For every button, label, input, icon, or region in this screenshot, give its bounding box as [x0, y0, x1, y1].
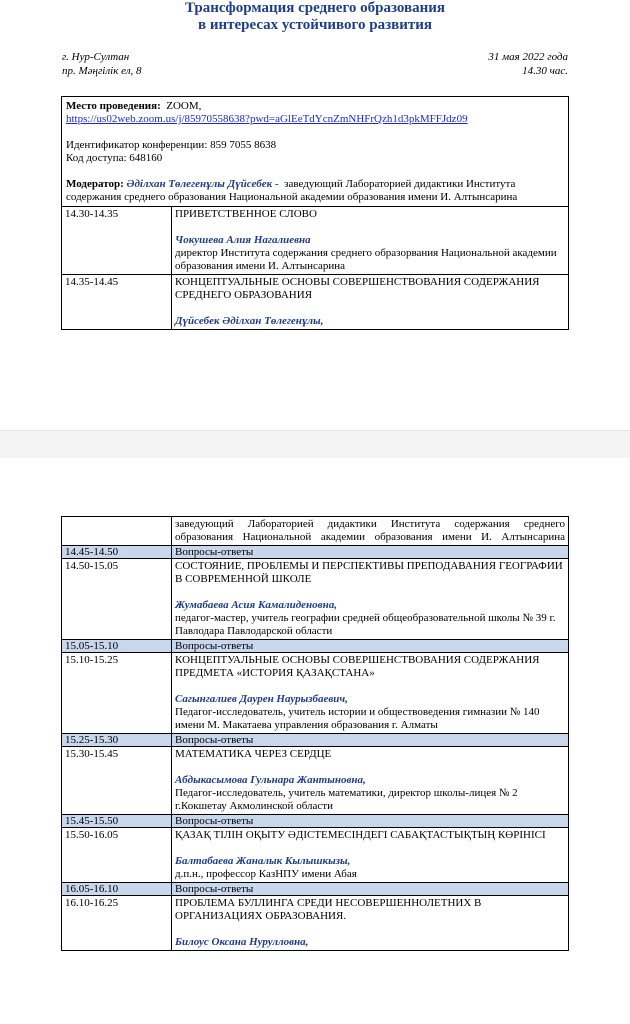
conference-id: Идентификатор конференции: 859 7055 8638 — [66, 139, 277, 151]
title-line-2: в интересах устойчивого развития — [198, 17, 432, 33]
row-content — [172, 828, 569, 883]
info-row — [62, 97, 569, 207]
address: пр. Мәңгілік ел, 8 — [62, 65, 142, 77]
venue-label: Место проведения: — [66, 100, 161, 112]
qa-row — [62, 734, 569, 747]
qa-label: Вопросы-ответы — [172, 640, 569, 653]
moderator-name: Әділхан Төлегенұлы Дүйсебек - — [126, 178, 279, 190]
row-topic: ПРОБЛЕМА БУЛЛИНГА СРЕДИ НЕСОВЕРШЕННОЛЕТНИХ В ОРГАНИЗАЦИЯХ ОБРАЗОВАНИЯ. — [175, 897, 482, 922]
table-row — [62, 559, 569, 640]
row-time: 15.25-15.30 — [62, 734, 172, 747]
table-row — [62, 653, 569, 734]
qa-label: Вопросы-ответы — [172, 734, 569, 747]
program-table-page-1 — [61, 96, 569, 330]
row-speaker: Абдыкасымова Гульнара Жантыновна, — [175, 774, 366, 786]
row-topic: ҚАЗАҚ ТІЛІН ОҚЫТУ ӘДІСТЕМЕСІНДЕГІ САБАҚТАСТЫҚТЫҢ КӨРІНІСІ — [175, 829, 546, 841]
row-speaker: Жумабаева Асия Камалиденовна, — [175, 599, 337, 611]
table-row — [62, 747, 569, 815]
row-role: Педагог-исследователь, учитель истории и обществоведения гимназии № 140 имени М. Макатаева управления образования г. Алматы — [175, 706, 540, 731]
row-role: заведующий Лабораторией дидактики Института содержания среднего образования Национальной академии образования имени И. Алтынсарина — [172, 517, 569, 546]
moderator-line — [66, 178, 564, 204]
row-time — [62, 517, 172, 546]
row-time: 15.30-15.45 — [62, 747, 172, 815]
row-speaker: Балтабаева Жаналык Кылышкызы, — [175, 855, 351, 867]
info-cell — [62, 97, 569, 207]
row-speaker: Чокушева Алия Нагалиевна — [175, 234, 311, 246]
document-page-2 — [0, 458, 630, 1024]
access-code: Код доступа: 648160 — [66, 152, 163, 164]
row-time: 14.45-14.50 — [62, 546, 172, 559]
title-line-1: Трансформация среднего образования — [184, 0, 446, 16]
table-row — [62, 828, 569, 883]
row-content — [172, 207, 569, 275]
row-time: 15.10-15.25 — [62, 653, 172, 734]
row-speaker: Сагынгалиев Даурен Наурызбаевич, — [175, 693, 348, 705]
row-role: Педагог-исследователь, учитель математики, директор школы-лицея № 2 г.Кокшетау Акмолинской области — [175, 787, 518, 812]
venue-value: ZOOM, — [166, 100, 202, 112]
row-topic: ПРИВЕТСТВЕННОЕ СЛОВО — [175, 208, 317, 220]
row-content — [172, 275, 569, 330]
row-time: 14.50-15.05 — [62, 559, 172, 640]
moderator-role: заведующий Лабораторией дидактики Института содержания среднего образования Национальной академии образования имени И. Алтынсарина — [66, 178, 518, 203]
table-row — [62, 275, 569, 330]
event-time: 14.30 час. — [522, 65, 568, 77]
row-content — [172, 896, 569, 951]
row-content — [172, 559, 569, 640]
event-date: 31 мая 2022 года — [488, 51, 568, 63]
row-topic: СОСТОЯНИЕ, ПРОБЛЕМЫ И ПЕРСПЕКТИВЫ ПРЕПОДАВАНИЯ ГЕОГРАФИИ В СОВРЕМЕННОЙ ШКОЛЕ — [175, 560, 563, 585]
row-time: 16.10-16.25 — [62, 896, 172, 951]
datetime-block — [488, 50, 568, 78]
row-time: 14.30-14.35 — [62, 207, 172, 275]
row-speaker: Дүйсебек Әділхан Төлегенұлы, — [175, 315, 324, 327]
qa-label: Вопросы-ответы — [172, 883, 569, 896]
qa-label: Вопросы-ответы — [172, 546, 569, 559]
qa-row — [62, 883, 569, 896]
row-time: 15.45-15.50 — [62, 815, 172, 828]
row-role: педагог-мастер, учитель географии средней общеобразовательной школы № 39 г. Павлодара Павлодарской области — [175, 612, 556, 637]
location-block — [62, 50, 142, 78]
page-break — [0, 430, 630, 460]
qa-row — [62, 640, 569, 653]
row-topic: КОНЦЕПТУАЛЬНЫЕ ОСНОВЫ СОВЕРШЕНСТВОВАНИЯ СОДЕРЖАНИЯ СРЕДНЕГО ОБРАЗОВАНИЯ — [175, 276, 540, 301]
zoom-link[interactable]: https://us02web.zoom.us/j/85970558638?pwd=aGlEeTdYcnZmNHFrQzh1d3pkMFFJdz09 — [66, 113, 468, 125]
document-title — [0, 0, 630, 34]
row-speaker: Билоус Оксана Нурулловна, — [175, 936, 309, 948]
qa-row — [62, 815, 569, 828]
row-time: 15.05-15.10 — [62, 640, 172, 653]
row-time: 14.35-14.45 — [62, 275, 172, 330]
row-time: 16.05-16.10 — [62, 883, 172, 896]
document-page-1 — [0, 0, 630, 430]
row-role: директор Института содержания среднего образорвания Национальной академии образования имени И. Алтынсарина — [175, 247, 557, 272]
qa-label: Вопросы-ответы — [172, 815, 569, 828]
table-row — [62, 207, 569, 275]
row-time: 15.50-16.05 — [62, 828, 172, 883]
table-row — [62, 896, 569, 951]
row-topic: КОНЦЕПТУАЛЬНЫЕ ОСНОВЫ СОВЕРШЕНСТВОВАНИЯ СОДЕРЖАНИЯ ПРЕДМЕТА «ИСТОРИЯ ҚАЗАҚСТАНА» — [175, 654, 540, 679]
row-role: д.п.н., профессор КазНПУ имени Абая — [175, 868, 357, 880]
row-content — [172, 747, 569, 815]
table-row — [62, 517, 569, 546]
qa-row — [62, 546, 569, 559]
row-content — [172, 653, 569, 734]
row-topic: МАТЕМАТИКА ЧЕРЕЗ СЕРДЦЕ — [175, 748, 332, 760]
venue-line — [66, 100, 564, 113]
city: г. Нур-Султан — [62, 51, 130, 63]
program-table-page-2 — [61, 516, 569, 951]
moderator-label: Модератор: — [66, 178, 124, 190]
